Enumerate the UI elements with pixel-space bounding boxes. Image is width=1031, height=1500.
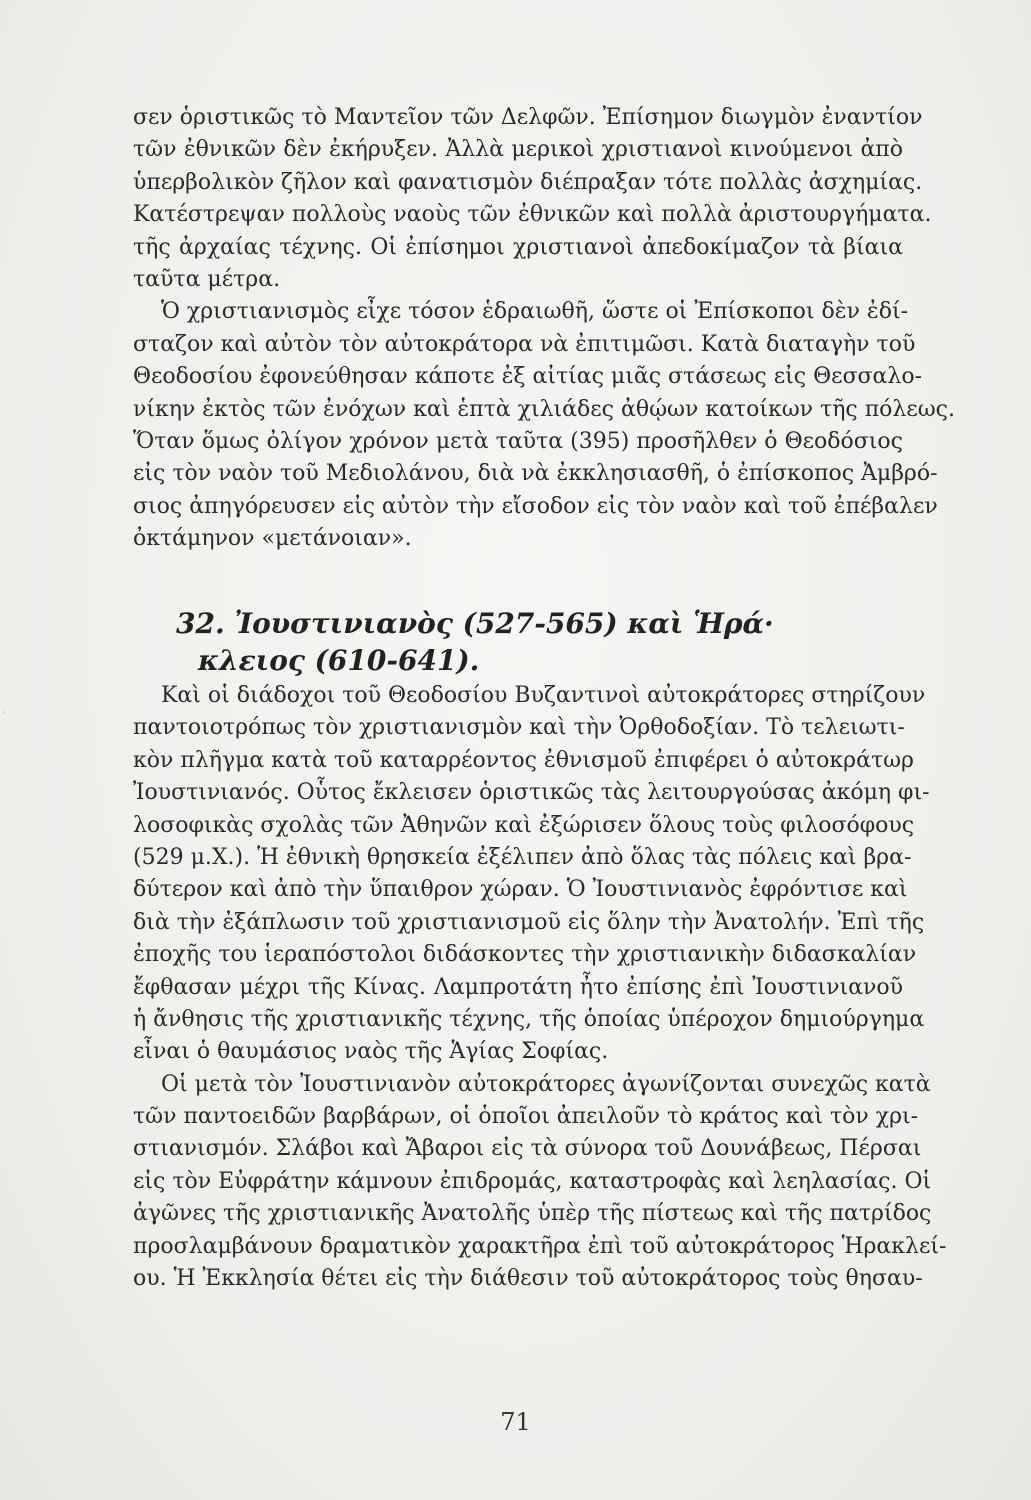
- text-line: τῶν ἐθνικῶν δὲν ἐκήρυξεν. Ἀλλὰ μερικοὶ χριστιανοὶ κινούμενοι ἀπὸ: [133, 137, 903, 163]
- text-line: ἀγῶνες τῆς χριστιανικῆς Ἀνατολῆς ὑπὲρ τῆς πίστεως καὶ τῆς πατρίδος: [133, 1201, 932, 1227]
- text-line: ου. Ἡ Ἐκκλησία θέτει εἰς τὴν διάθεσιν τοῦ αὐτοκράτορος τοὺς θησαυ-: [133, 1266, 923, 1292]
- text-line: Καὶ οἱ διάδοχοι τοῦ Θεοδοσίου Βυζαντινοὶ αὐτοκράτορες στηρίζουν: [161, 683, 926, 708]
- text-line: Ὅταν ὅμως ὀλίγον χρόνον μετὰ ταῦτα (395) προσῆλθεν ὁ Θεοδόσιος: [133, 428, 903, 454]
- text-line: εἶναι ὁ θαυμάσιος ναὸς τῆς Ἁγίας Σοφίας.: [133, 1039, 609, 1065]
- text-line: παντοιοτρόπως τὸν χριστιανισμὸν καὶ τὴν Ὀρθοδοξίαν. Τὸ τελειωτι-: [133, 715, 905, 741]
- text-line: τῶν παντοειδῶν βαρβάρων, οἱ ὁποῖοι ἀπειλοῦν τὸ κράτος καὶ τὸν χρι-: [133, 1104, 919, 1130]
- text-line: σταζον καὶ αὐτὸν τὸν αὐτοκράτορα νὰ ἐπιτιμῶσι. Κατὰ διαταγὴν τοῦ: [133, 331, 916, 357]
- text-line: λοσοφικὰς σχολὰς τῶν Ἀθηνῶν καὶ ἐξώρισεν ὅλους τοὺς φιλοσόφους: [133, 812, 915, 838]
- section-heading-line2: κλειος (610-641).: [198, 644, 480, 677]
- text-line: Ὁ χριστιανισμὸς εἶχε τόσον ἑδραιωθῆ, ὥστε οἱ Ἐπίσκοποι δὲν ἐδί-: [161, 299, 909, 325]
- section-heading-line1: 32. Ἰουστινιανὸς (527-565) καὶ Ἡρά·: [176, 607, 774, 640]
- text-line: Ἰουστινιανός. Οὗτος ἔκλεισεν ὁριστικῶς τὰς λειτουργούσας ἀκόμη φι-: [133, 780, 930, 806]
- page-number: 71: [500, 1408, 531, 1436]
- margin-mark: ·: [2, 705, 7, 721]
- text-line: Θεοδοσίου ἐφονεύθησαν κάποτε ἐξ αἰτίας μιᾶς στάσεως εἰς Θεσσαλο-: [133, 364, 923, 390]
- text-line: νίκην ἐκτὸς τῶν ἐνόχων καὶ ἑπτὰ χιλιάδες ἀθῴων κατοίκων τῆς πόλεως.: [133, 396, 955, 422]
- text-line: δύτερον καὶ ἀπὸ τὴν ὕπαιθρον χώραν. Ὁ Ἰουστινιανὸς ἐφρόντισε καὶ: [133, 877, 908, 903]
- text-line: τῆς ἀρχαίας τέχνης. Οἱ ἐπίσημοι χριστιανοὶ ἀπεδοκίμαζον τὰ βίαια: [133, 234, 903, 260]
- text-line: (529 μ.Χ.). Ἡ ἐθνικὴ θρησκεία ἐξέλιπεν ἀπὸ ὅλας τὰς πόλεις καὶ βρα-: [133, 844, 912, 870]
- text-line: εἰς τὸν Εὐφράτην κάμνουν ἐπιδρομάς, καταστροφὰς καὶ λεηλασίας. Οἱ: [133, 1168, 932, 1194]
- text-line: κὸν πλῆγμα κατὰ τοῦ καταρρέοντος ἐθνισμοῦ ἐπιφέρει ὁ αὐτοκράτωρ: [133, 747, 914, 773]
- text-line: εἰς τὸν ναὸν τοῦ Μεδιολάνου, διὰ νὰ ἐκκλησιασθῆ, ὁ ἐπίσκοπος Ἀμβρό-: [133, 461, 938, 487]
- text-line: ἔφθασαν μέχρι τῆς Κίνας. Λαμπροτάτη ἦτο ἐπίσης ἐπὶ Ἰουστινιανοῦ: [133, 974, 903, 1000]
- text-line: σεν ὁριστικῶς τὸ Μαντεῖον τῶν Δελφῶν. Ἐπίσημον διωγμὸν ἐναντίον: [133, 105, 923, 130]
- text-line: ὑπερβολικὸν ζῆλον καὶ φανατισμὸν διέπραξαν τότε πολλὰς ἀσχημίας.: [133, 169, 923, 195]
- text-line: ἐποχῆς του ἱεραπόστολοι διδάσκοντες τὴν χριστιανικὴν διδασκαλίαν: [133, 942, 917, 968]
- text-line: σιος ἀπηγόρευσεν εἰς αὐτὸν τὴν εἴσοδον εἰς τὸν ναὸν καὶ τοῦ ἐπέβαλεν: [133, 493, 938, 519]
- text-line: ταῦτα μέτρα.: [133, 266, 281, 292]
- text-line: Οἱ μετὰ τὸν Ἰουστινιανὸν αὐτοκράτορες ἀγωνίζονται συνεχῶς κατὰ: [161, 1071, 931, 1097]
- text-line: ἡ ἄνθησις τῆς χριστιανικῆς τέχνης, τῆς ὁποίας ὑπέροχον δημιούργημα: [133, 1006, 925, 1032]
- text-line: ὀκτάμηνον «μετάνοιαν».: [133, 526, 412, 552]
- paragraph-block-justinian: [133, 680, 947, 1295]
- text-line: στιανισμόν. Σλάβοι καὶ Ἄβαροι εἰς τὰ σύνορα τοῦ Δουνάβεως, Πέρσαι: [133, 1136, 922, 1162]
- text-line: Κατέστρεψαν πολλοὺς ναοὺς τῶν ἐθνικῶν καὶ πολλὰ ἀριστουργήματα.: [133, 202, 932, 228]
- text-line: διὰ τὴν ἐξάπλωσιν τοῦ χριστιανισμοῦ εἰς ὅλην τὴν Ἀνατολήν. Ἐπὶ τῆς: [133, 909, 925, 935]
- text-line: προσλαμβάνουν δραματικὸν χαρακτῆρα ἐπὶ τοῦ αὐτοκράτορος Ἡρακλεί-: [133, 1233, 947, 1259]
- paragraph-block-theodosius: [133, 102, 955, 555]
